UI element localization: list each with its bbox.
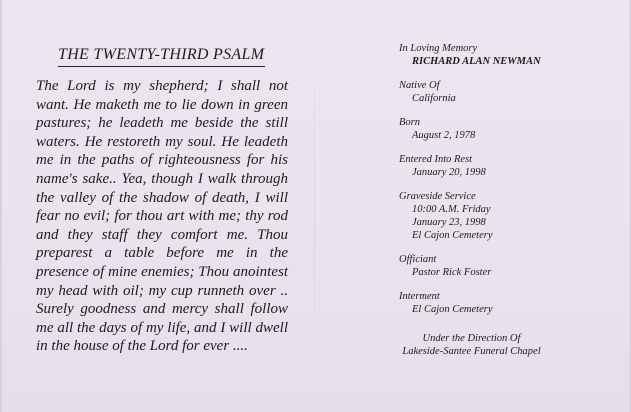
memorial-details (399, 42, 619, 358)
entered-rest-label: Entered Into Rest (399, 154, 473, 165)
native-label: Native Of (399, 80, 440, 91)
graveside-time: 10:00 A.M. Friday (412, 204, 491, 215)
born-value: August 2, 1978 (412, 130, 476, 141)
psalm-text: The Lord is my shepherd; I shall not want. He maketh me to lie down in green pastures; he leadeth me beside the still waters. He restoreth my soul. He leadeth me in the paths of righteousness for his name's sake.. Yea, though I walk through the valley of the shadow of death, I will fear no evil; for thou art with me; thy rod and they staff they comfort me. Thou preparest a table before me in the presence of mine enemies; Thou anointest my head with oil; my cup runneth over .. Surely goodness and mercy shall follow me all the days of my life, and I will dwell in the house of the Lord for ever .... (36, 78, 288, 355)
psalm-title: THE TWENTY-THIRD PSALM (58, 46, 265, 63)
in-memory-section (399, 42, 619, 68)
card-fold (314, 0, 315, 412)
officiant-section (399, 253, 619, 279)
entered-rest-section (399, 153, 619, 179)
funeral-chapel-name: Lakeside-Santee Funeral Chapel (402, 346, 541, 357)
native-section (399, 79, 619, 105)
interment-label: Interment (399, 291, 440, 302)
native-value: California (412, 93, 456, 104)
entered-rest-value: January 20, 1998 (412, 167, 486, 178)
direction-line: Under the Direction Of (422, 333, 521, 344)
officiant-label: Officiant (399, 254, 437, 265)
title-underline (58, 66, 265, 67)
officiant-value: Pastor Rick Foster (412, 267, 492, 278)
in-memory-label: In Loving Memory (399, 43, 478, 54)
graveside-date: January 23, 1998 (412, 217, 486, 228)
interment-value: El Cajon Cemetery (412, 304, 493, 315)
graveside-place: El Cajon Cemetery (412, 230, 493, 241)
deceased-name: RICHARD ALAN NEWMAN (412, 56, 541, 67)
born-label: Born (399, 117, 420, 128)
graveside-label: Graveside Service (399, 191, 476, 202)
interment-section (399, 290, 619, 316)
funeral-direction (389, 332, 554, 358)
graveside-section (399, 190, 619, 242)
born-section (399, 116, 619, 142)
